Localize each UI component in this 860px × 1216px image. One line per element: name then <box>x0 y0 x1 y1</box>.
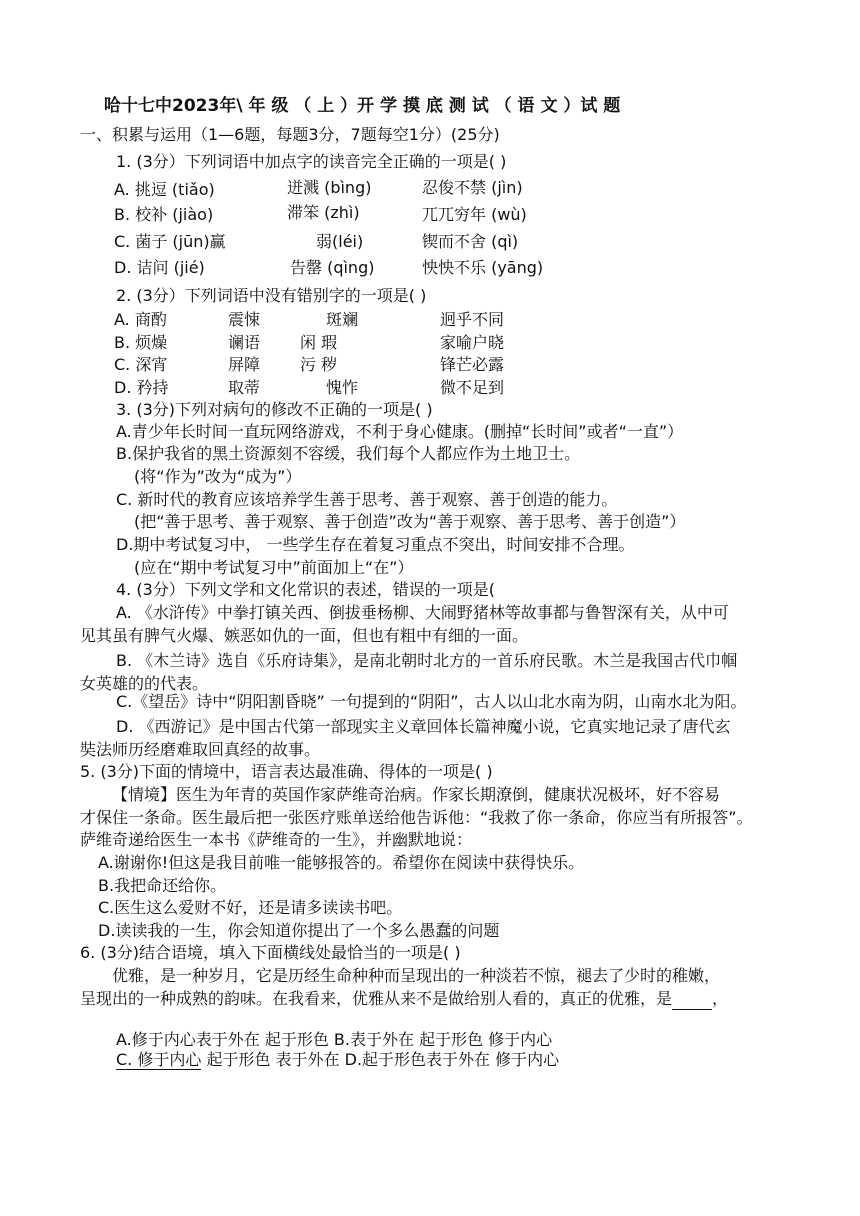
q1-a-word1: A. 挑逗 (tiǎo) <box>114 180 215 199</box>
q3-option-b-note: (将“作为”改为“成为”） <box>134 467 302 486</box>
q6-options-line1: A.修于内心表于外在 起于形色 B.表于外在 起于形色 修于内心 <box>116 1030 553 1049</box>
q4-option-a-line1: A. 《水浒传》中拳打镇关西、倒拔垂杨柳、大闹野猪林等故事都与鲁智深有关，从中可 <box>116 603 729 622</box>
q2-b-w3: 闲 瑕 <box>300 333 338 352</box>
q2-b-w2: 谰语 <box>228 333 261 352</box>
q6-passage-line2 <box>80 989 728 1010</box>
q2-d-w4: 微不足到 <box>440 378 505 397</box>
question-5-stem: 5. (3分)下面的情境中，语言表达最准确、得体的一项是( ) <box>80 762 493 781</box>
q6-options-rest: 起于形色 表于外在 D.起于形色表于外在 修于内心 <box>201 1050 560 1069</box>
q5-context-line1: 【情境】医生为年青的英国作家萨维奇治病。作家长期潦倒，健康状况极坏，好不容易 <box>112 785 721 804</box>
q1-d-word1: D. 诘问 (jié) <box>114 258 205 277</box>
q2-a-w2: 震悚 <box>228 310 261 329</box>
q2-a-w4: 迥乎不同 <box>440 310 505 329</box>
q6-passage-text: 呈现出的一种成熟的韵味。在我看来，优雅从来不是做给别人看的，真正的优雅，是 <box>80 989 673 1008</box>
q5-option-c: C.医生这么爱财不好，还是请多读读书吧。 <box>98 898 403 917</box>
question-2-stem: 2. (3分）下列词语中没有错别字的一项是( ) <box>116 286 427 305</box>
q1-b-word3: 兀兀穷年 (wù) <box>422 205 527 224</box>
q6-option-c-underlined: C. 修于内心 <box>116 1050 202 1069</box>
section-heading: 一、积累与运用（1—6题，每题3分，7题每空1分）(25分) <box>80 125 500 144</box>
q4-option-c: C.《望岳》诗中“阴阳割昏晓” 一句提到的“阴阳”，古人以山北水南为阴，山南水北为阳。 <box>116 692 747 711</box>
question-1-stem: 1. (3分）下列词语中加点字的读音完全正确的一项是( ) <box>116 152 507 171</box>
q4-option-a-line2: 见其虽有脾气火爆、嫉恶如仇的一面，但也有粗中有细的一面。 <box>80 626 529 645</box>
q2-d-w3: 愧怍 <box>326 378 359 397</box>
q5-context-line3: 萨维奇递给医生一本书《萨维奇的一生》，并幽默地说： <box>80 830 473 849</box>
q5-context-line2: 才保住一条命。医生最后把一张医疗账单送给他告诉他：“我救了你一条命，你应当有所报答”。 <box>80 808 753 827</box>
q2-c-w4: 锋芒必露 <box>440 355 505 374</box>
q2-d-w2: 取蒂 <box>228 378 261 397</box>
q1-a-word3: 忍俊不禁 (jìn) <box>422 178 523 197</box>
q2-c-w3: 污 秽 <box>300 355 338 374</box>
q3-option-d-note: (应在“期中考试复习中”前面加上“在”） <box>134 558 414 577</box>
q3-option-d: D.期中考试复习中， 一些学生存在着复习重点不突出，时间安排不合理。 <box>116 535 635 554</box>
question-6-stem: 6. (3分)结合语境，填入下面横线处最恰当的一项是( ) <box>80 943 461 962</box>
q3-option-c-note: (把“善于思考、善于观察、善于创造”改为“善于观察、善于思考、善于创造”） <box>134 512 686 531</box>
q4-option-d-line2: 奘法师历经磨难取回真经的故事。 <box>80 740 321 759</box>
q1-c-word1: C. 菌子 (jūn)赢 <box>114 232 226 251</box>
q1-a-word2: 迸溅 (bìng) <box>287 178 372 197</box>
q2-c-w1: C. 深宵 <box>114 355 168 374</box>
q5-option-b: B.我把命还给你。 <box>98 876 227 895</box>
q4-option-b-line1: B. 《木兰诗》选自《乐府诗集》，是南北朝时北方的一首乐府民歌。木兰是我国古代巾帼 <box>116 651 738 670</box>
q1-c-word2: 弱(léi) <box>316 232 364 251</box>
q1-b-word1: B. 校补 (jiào) <box>114 205 214 224</box>
q2-d-w1: D. 矜持 <box>114 378 169 397</box>
answer-blank <box>672 989 712 1010</box>
q6-passage-end: ， <box>712 989 729 1008</box>
q2-a-w3: 斑斓 <box>326 310 359 329</box>
q4-option-b-line2: 女英雄的的代表。 <box>80 674 209 693</box>
question-3-stem: 3. (3分)下列对病句的修改不正确的一项是( ) <box>116 400 433 419</box>
page-title: 哈十七中2023年\ 年 级 （ 上 ）开 学 摸 底 测 试 （ 语 文 ）试 题 <box>104 96 621 116</box>
q3-option-b: B.保护我省的黑土资源刻不容缓，我们每个人都应作为土地卫士。 <box>116 444 581 463</box>
q6-passage-line1: 优雅，是一种岁月，它是历经生命种种而呈现出的一种淡若不惊，褪去了少时的稚嫩， <box>112 966 721 985</box>
question-4-stem: 4. (3分）下列文学和文化常识的表述，错误的一项是( <box>116 580 496 599</box>
q6-options-line2 <box>116 1050 559 1070</box>
q2-b-w1: B. 烦燥 <box>114 333 168 352</box>
q2-a-w1: A. 商酌 <box>114 310 167 329</box>
q5-option-d: D.读读我的一生，你会知道你提出了一个多么愚蠢的问题 <box>98 921 500 940</box>
q2-c-w2: 屏障 <box>228 355 261 374</box>
q2-b-w4: 家喻户晓 <box>440 333 505 352</box>
q1-d-word3: 怏怏不乐 (yāng) <box>422 258 544 277</box>
q1-d-word2: 告罄 (qìng) <box>290 258 375 277</box>
q1-c-word3: 锲而不舍 (qì) <box>422 232 519 251</box>
q3-option-a: A.青少年长时间一直玩网络游戏，不利于身心健康。(删掉“长时间”或者“一直”） <box>116 422 684 441</box>
q5-option-a: A.谢谢你!但这是我目前唯一能够报答的。希望你在阅读中获得快乐。 <box>98 853 585 872</box>
q3-option-c: C. 新时代的教育应该培养学生善于思考、善于观察、善于创造的能力。 <box>116 490 618 509</box>
q4-option-d-line1: D. 《西游记》是中国古代第一部现实主义章回体长篇神魔小说，它真实地记录了唐代玄 <box>116 717 731 736</box>
q1-b-word2: 滞笨 (zhì) <box>287 203 360 222</box>
